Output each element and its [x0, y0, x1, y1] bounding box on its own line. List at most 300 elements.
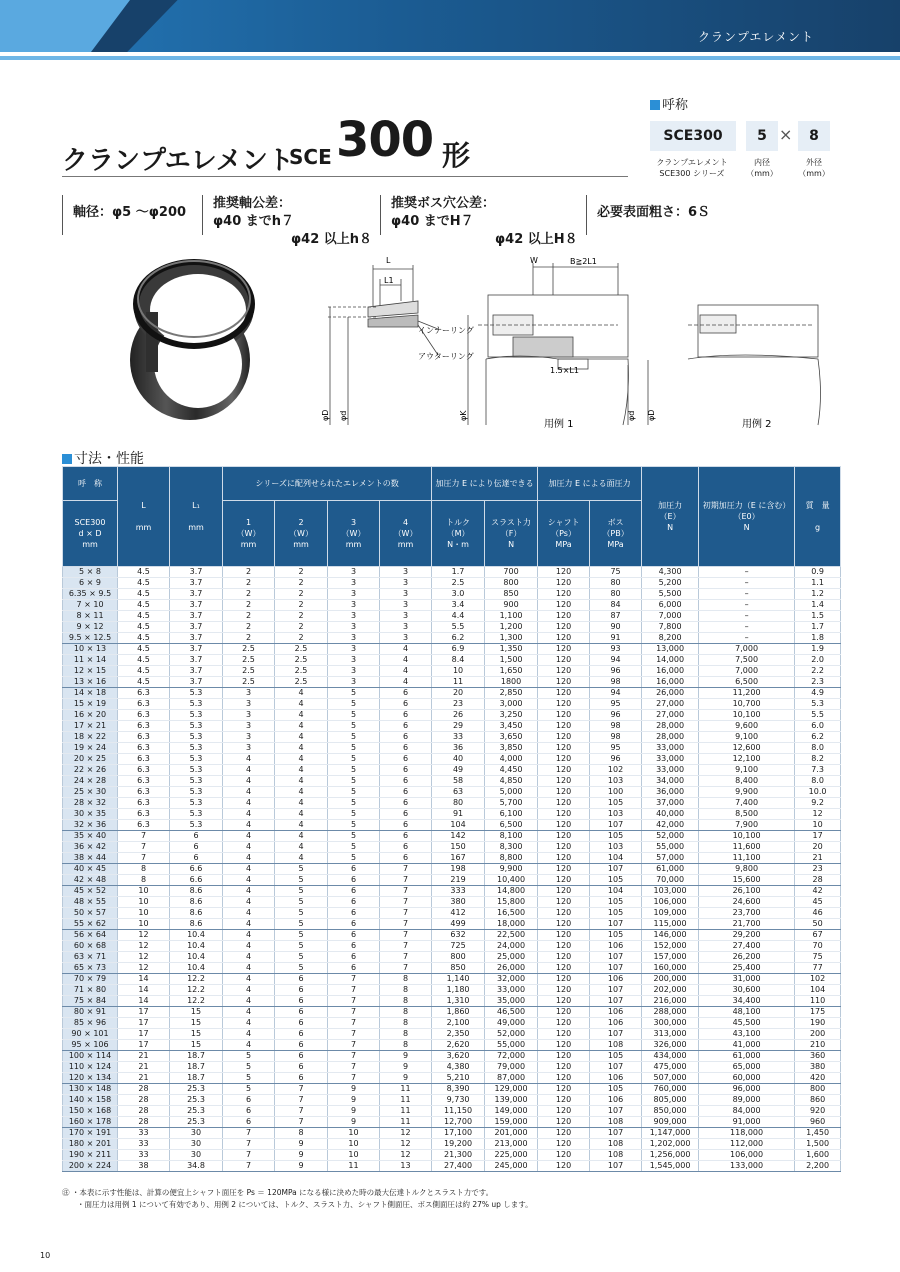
table-cell: 4 — [223, 886, 275, 897]
nominal-size-cell: 190 × 211 — [63, 1150, 118, 1161]
table-cell: 5.3 — [170, 710, 223, 721]
nominal-size-cell: 17 × 21 — [63, 721, 118, 732]
table-cell: 91 — [590, 633, 642, 644]
caption-line: 内径 — [754, 158, 770, 167]
table-cell: 2.5 — [275, 677, 328, 688]
table-cell: 2 — [223, 633, 275, 644]
table-cell: 21,300 — [432, 1150, 485, 1161]
table-cell: 7 — [380, 919, 432, 930]
table-cell: 3.7 — [170, 622, 223, 633]
table-row — [63, 1095, 841, 1106]
nominal-size-cell: 48 × 55 — [63, 897, 118, 908]
table-cell: 18.7 — [170, 1051, 223, 1062]
table-cell: 10 — [328, 1128, 380, 1139]
table-cell: 18,000 — [485, 919, 538, 930]
table-cell: 5 — [275, 919, 328, 930]
table-cell: 15,600 — [699, 875, 795, 886]
table-cell: 106 — [590, 941, 642, 952]
table-cell: 15 — [170, 1040, 223, 1051]
table-cell: 31,000 — [699, 974, 795, 985]
table-row — [63, 732, 841, 743]
table-cell: 2.5 — [223, 655, 275, 666]
footnotes — [62, 1187, 533, 1211]
table-cell: 120 — [538, 1150, 590, 1161]
table-cell: 5.3 — [170, 732, 223, 743]
table-cell: 95 — [590, 743, 642, 754]
table-cell: 3 — [223, 710, 275, 721]
table-cell: 32,000 — [485, 974, 538, 985]
nominal-size-cell: 5 × 8 — [63, 567, 118, 578]
table-cell: 98 — [590, 732, 642, 743]
table-cell: 108 — [590, 1117, 642, 1128]
table-cell: 3,000 — [485, 699, 538, 710]
table-cell: 28 — [118, 1084, 170, 1095]
page-number: 10 — [40, 1251, 51, 1260]
table-cell: 5 — [328, 820, 380, 831]
table-cell: 6 — [328, 875, 380, 886]
table-cell: 152,000 — [642, 941, 699, 952]
nominal-size-cell: 36 × 42 — [63, 842, 118, 853]
table-cell: 24,000 — [485, 941, 538, 952]
table-row — [63, 952, 841, 963]
table-cell: 3 — [328, 633, 380, 644]
table-cell: 120 — [538, 985, 590, 996]
nominal-size-cell: 35 × 40 — [63, 831, 118, 842]
table-cell: 5,210 — [432, 1073, 485, 1084]
table-row — [63, 1062, 841, 1073]
table-cell: 4 — [223, 776, 275, 787]
table-cell: 120 — [538, 941, 590, 952]
table-cell: 6 — [380, 699, 432, 710]
table-row — [63, 831, 841, 842]
table-cell: 8 — [380, 985, 432, 996]
table-cell: 5 — [223, 1062, 275, 1073]
table-cell: 6 — [380, 809, 432, 820]
table-cell: 18.7 — [170, 1062, 223, 1073]
table-cell: 106 — [590, 974, 642, 985]
table-cell: 80 — [432, 798, 485, 809]
table-cell: 6 — [380, 710, 432, 721]
table-cell: 120 — [538, 589, 590, 600]
nominal-size-cell: 55 × 62 — [63, 919, 118, 930]
nominal-size-cell: 70 × 79 — [63, 974, 118, 985]
nominal-size-cell: 56 × 64 — [63, 930, 118, 941]
table-cell: 3 — [223, 732, 275, 743]
table-cell: 7 — [275, 1106, 328, 1117]
table-cell: 21 — [118, 1073, 170, 1084]
header-transmission: 加圧力 E により伝達できる — [432, 467, 538, 501]
table-cell: – — [699, 611, 795, 622]
table-cell: 4 — [380, 666, 432, 677]
table-cell: 27,400 — [699, 941, 795, 952]
table-cell: 13 — [380, 1161, 432, 1172]
table-cell: 29 — [432, 721, 485, 732]
table-cell: 38 — [118, 1161, 170, 1172]
table-cell: 25,400 — [699, 963, 795, 974]
dim-label-phid-2: φd — [627, 410, 636, 421]
table-cell: – — [699, 622, 795, 633]
table-cell: 1.7 — [795, 622, 841, 633]
table-cell: 17,100 — [432, 1128, 485, 1139]
table-row — [63, 875, 841, 886]
table-cell: 110 — [795, 996, 841, 1007]
table-cell: 3,620 — [432, 1051, 485, 1062]
table-cell: 107 — [590, 996, 642, 1007]
table-cell: 120 — [538, 666, 590, 677]
table-cell: 360 — [795, 1051, 841, 1062]
table-cell: 10 — [795, 820, 841, 831]
spec-value: φ40 までH７ — [391, 214, 474, 229]
table-cell: 4 — [223, 842, 275, 853]
table-cell: 42,000 — [642, 820, 699, 831]
nominal-size-cell: 65 × 73 — [63, 963, 118, 974]
table-row — [63, 1106, 841, 1117]
table-cell: 4 — [223, 875, 275, 886]
table-cell: 49 — [432, 765, 485, 776]
table-cell: 103 — [590, 809, 642, 820]
table-cell: 96 — [590, 666, 642, 677]
table-row — [63, 699, 841, 710]
table-cell: 5 — [275, 930, 328, 941]
spec-label: 推奨ボス穴公差： — [391, 196, 496, 211]
table-cell: 7 — [380, 941, 432, 952]
caption-line: （mm） — [798, 169, 830, 178]
table-cell: 6 — [380, 743, 432, 754]
table-cell: 6 — [328, 908, 380, 919]
table-cell: 107 — [590, 1029, 642, 1040]
table-cell: 12.2 — [170, 985, 223, 996]
table-cell: 2.5 — [223, 666, 275, 677]
table-cell: 6.3 — [118, 754, 170, 765]
table-cell: 96 — [590, 710, 642, 721]
table-cell: 77 — [795, 963, 841, 974]
table-cell: 7 — [118, 831, 170, 842]
table-cell: 104 — [590, 853, 642, 864]
table-cell: 7 — [380, 886, 432, 897]
table-cell: 5 — [275, 941, 328, 952]
table-cell: 3,250 — [485, 710, 538, 721]
table-cell: 6 — [328, 930, 380, 941]
dim-label-phiD: φD — [321, 409, 330, 421]
table-cell: 12 — [795, 809, 841, 820]
table-cell: 7 — [223, 1139, 275, 1150]
table-cell: 475,000 — [642, 1062, 699, 1073]
table-cell: 4 — [223, 831, 275, 842]
table-cell: 3 — [380, 589, 432, 600]
nominal-size-cell: 90 × 101 — [63, 1029, 118, 1040]
table-cell: 17 — [118, 1029, 170, 1040]
table-cell: 245,000 — [485, 1161, 538, 1172]
table-cell: 103 — [590, 776, 642, 787]
table-cell: 800 — [485, 578, 538, 589]
table-cell: 2.5 — [275, 666, 328, 677]
nominal-size-cell: 18 × 22 — [63, 732, 118, 743]
times-icon: × — [779, 125, 793, 144]
table-cell: 2.5 — [223, 644, 275, 655]
table-cell: 4.5 — [118, 567, 170, 578]
table-cell: 107 — [590, 864, 642, 875]
table-cell: 4.4 — [432, 611, 485, 622]
table-cell: 120 — [538, 710, 590, 721]
table-cell: 4 — [223, 853, 275, 864]
table-cell: 16,500 — [485, 908, 538, 919]
table-cell: 5 — [328, 754, 380, 765]
table-cell: 5.3 — [170, 743, 223, 754]
table-cell: 434,000 — [642, 1051, 699, 1062]
table-cell: 7 — [328, 974, 380, 985]
table-cell: 8,500 — [699, 809, 795, 820]
table-cell: 1.7 — [432, 567, 485, 578]
table-cell: 80 — [590, 578, 642, 589]
table-cell: 6 — [223, 1095, 275, 1106]
table-cell: 27,000 — [642, 710, 699, 721]
table-cell: 1,140 — [432, 974, 485, 985]
nominal-size-cell: 42 × 48 — [63, 875, 118, 886]
table-cell: 3 — [380, 578, 432, 589]
table-cell: 139,000 — [485, 1095, 538, 1106]
table-cell: 6 — [380, 688, 432, 699]
installation-diagram — [318, 255, 838, 435]
table-cell: 2 — [223, 578, 275, 589]
table-cell: 19,200 — [432, 1139, 485, 1150]
table-cell: 6 — [223, 1106, 275, 1117]
table-row — [63, 688, 841, 699]
nominal-size-cell: 7 × 10 — [63, 600, 118, 611]
table-cell: 89,000 — [699, 1095, 795, 1106]
table-row — [63, 666, 841, 677]
table-cell: 9 — [275, 1161, 328, 1172]
table-cell: 40,000 — [642, 809, 699, 820]
table-cell: 8 — [118, 875, 170, 886]
table-cell: 4.5 — [118, 589, 170, 600]
table-cell: 7,800 — [642, 622, 699, 633]
table-cell: 52,000 — [642, 831, 699, 842]
table-cell: 109,000 — [642, 908, 699, 919]
nominal-size-cell: 63 × 71 — [63, 952, 118, 963]
table-cell: 6.3 — [118, 776, 170, 787]
table-cell: 120 — [538, 1007, 590, 1018]
table-cell: 120 — [538, 853, 590, 864]
table-cell: 2 — [223, 622, 275, 633]
table-cell: 216,000 — [642, 996, 699, 1007]
table-cell: 1,202,000 — [642, 1139, 699, 1150]
table-row — [63, 820, 841, 831]
table-cell: 5 — [328, 842, 380, 853]
table-cell: 4.9 — [795, 688, 841, 699]
table-cell: 120 — [538, 622, 590, 633]
table-cell: 4 — [275, 853, 328, 864]
table-cell: 16,000 — [642, 666, 699, 677]
table-cell: 725 — [432, 941, 485, 952]
table-cell: 7 — [275, 1084, 328, 1095]
table-cell: 8,800 — [485, 853, 538, 864]
table-cell: 15 — [170, 1029, 223, 1040]
table-cell: 6.6 — [170, 864, 223, 875]
table-cell: 120 — [538, 721, 590, 732]
table-cell: 7 — [118, 842, 170, 853]
table-cell: 57,000 — [642, 853, 699, 864]
table-cell: 632 — [432, 930, 485, 941]
table-cell: 5,200 — [642, 578, 699, 589]
table-cell: 120 — [538, 787, 590, 798]
nomenclature-d-caption — [740, 157, 784, 179]
table-cell: 4 — [223, 809, 275, 820]
table-cell: 5 — [328, 688, 380, 699]
table-row — [63, 908, 841, 919]
table-cell: 380 — [795, 1062, 841, 1073]
table-cell: 9 — [380, 1051, 432, 1062]
nomenclature-code-caption — [640, 157, 744, 179]
table-cell: 45,500 — [699, 1018, 795, 1029]
table-cell: 213,000 — [485, 1139, 538, 1150]
nominal-size-cell: 110 × 124 — [63, 1062, 118, 1073]
table-cell: – — [699, 567, 795, 578]
table-cell: 9 — [328, 1106, 380, 1117]
table-cell: 120 — [538, 699, 590, 710]
table-cell: 9 — [328, 1117, 380, 1128]
table-cell: 3.7 — [170, 644, 223, 655]
table-cell: 120 — [538, 1084, 590, 1095]
table-cell: 200 — [795, 1029, 841, 1040]
table-cell: 3 — [328, 600, 380, 611]
table-cell: 1,310 — [432, 996, 485, 1007]
product-title-suffix: 形 — [442, 139, 471, 172]
table-cell: 120 — [538, 633, 590, 644]
table-cell: 106,000 — [642, 897, 699, 908]
table-row — [63, 622, 841, 633]
header-torque: トルク （M） N・m — [432, 501, 485, 567]
table-cell: 3 — [328, 622, 380, 633]
table-cell: 129,000 — [485, 1084, 538, 1095]
nominal-size-cell: 170 × 191 — [63, 1128, 118, 1139]
table-cell: 4 — [223, 985, 275, 996]
table-cell: 6 — [380, 765, 432, 776]
table-cell: 6.3 — [118, 688, 170, 699]
table-cell: 120 — [538, 864, 590, 875]
table-cell: 850 — [485, 589, 538, 600]
table-cell: 120 — [538, 974, 590, 985]
table-cell: 6 — [380, 831, 432, 842]
table-cell: 6 — [380, 776, 432, 787]
table-cell: 1.5 — [795, 611, 841, 622]
table-cell: 10.4 — [170, 963, 223, 974]
table-cell: 7 — [118, 853, 170, 864]
header-nominal-sub: SCE300 d × D mm — [63, 501, 118, 567]
table-cell: 21 — [118, 1062, 170, 1073]
table-cell: 107 — [590, 1128, 642, 1139]
nominal-size-cell: 200 × 224 — [63, 1161, 118, 1172]
nominal-size-cell: 40 × 45 — [63, 864, 118, 875]
table-cell: 7 — [328, 1062, 380, 1073]
nominal-size-cell: 30 × 35 — [63, 809, 118, 820]
table-cell: 87 — [590, 611, 642, 622]
table-cell: 36,000 — [642, 787, 699, 798]
header-thrust: スラスト力 （F） N — [485, 501, 538, 567]
table-cell: 100 — [590, 787, 642, 798]
table-cell: 98 — [590, 721, 642, 732]
nominal-size-cell: 140 × 158 — [63, 1095, 118, 1106]
square-bullet-icon — [62, 454, 72, 464]
table-cell: 150 — [432, 842, 485, 853]
table-cell: 13,000 — [642, 644, 699, 655]
table-cell: 7 — [380, 963, 432, 974]
table-cell: 1,300 — [485, 633, 538, 644]
table-cell: 107 — [590, 1161, 642, 1172]
nominal-size-cell: 180 × 201 — [63, 1139, 118, 1150]
table-cell: 5 — [328, 721, 380, 732]
table-cell: 3 — [223, 688, 275, 699]
table-cell: 70 — [795, 941, 841, 952]
table-cell: 4 — [223, 996, 275, 1007]
table-cell: 34,400 — [699, 996, 795, 1007]
table-cell: 26 — [432, 710, 485, 721]
table-cell: 9 — [380, 1073, 432, 1084]
table-cell: 3 — [380, 600, 432, 611]
table-cell: 120 — [538, 1095, 590, 1106]
table-cell: 7 — [380, 897, 432, 908]
table-cell: 1.8 — [795, 633, 841, 644]
dim-label-L: L — [386, 256, 391, 265]
table-cell: 225,000 — [485, 1150, 538, 1161]
table-cell: 33 — [432, 732, 485, 743]
table-cell: 4 — [275, 699, 328, 710]
table-cell: 10,100 — [699, 831, 795, 842]
table-row — [63, 897, 841, 908]
table-cell: 25.3 — [170, 1106, 223, 1117]
table-row — [63, 600, 841, 611]
table-cell: 120 — [538, 644, 590, 655]
table-cell: 2,200 — [795, 1161, 841, 1172]
table-cell: – — [699, 578, 795, 589]
table-cell: 4.5 — [118, 666, 170, 677]
table-cell: 3.7 — [170, 633, 223, 644]
table-row — [63, 633, 841, 644]
table-cell: 6.3 — [118, 798, 170, 809]
table-cell: 6 — [275, 974, 328, 985]
table-cell: 3 — [328, 666, 380, 677]
table-cell: 105 — [590, 798, 642, 809]
table-cell: 1,545,000 — [642, 1161, 699, 1172]
table-cell: 8.0 — [795, 743, 841, 754]
nominal-size-cell: 160 × 178 — [63, 1117, 118, 1128]
nominal-size-cell: 13 × 16 — [63, 677, 118, 688]
table-cell: 1,200 — [485, 622, 538, 633]
table-cell: 55,000 — [485, 1040, 538, 1051]
table-cell: 21 — [118, 1051, 170, 1062]
table-cell: 1.1 — [795, 578, 841, 589]
table-cell: 3.4 — [432, 600, 485, 611]
table-cell: 288,000 — [642, 1007, 699, 1018]
table-cell: 6.2 — [432, 633, 485, 644]
table-cell: 4 — [275, 787, 328, 798]
table-cell: 7 — [223, 1161, 275, 1172]
table-cell: 5.5 — [432, 622, 485, 633]
table-cell: 4 — [223, 1040, 275, 1051]
table-cell: 4 — [275, 754, 328, 765]
table-cell: 80 — [590, 589, 642, 600]
table-cell: 8.6 — [170, 919, 223, 930]
table-cell: 2,620 — [432, 1040, 485, 1051]
table-cell: 805,000 — [642, 1095, 699, 1106]
table-cell: 6 — [328, 963, 380, 974]
table-cell: 23,700 — [699, 908, 795, 919]
table-cell: 4.5 — [118, 633, 170, 644]
nomenclature-d: 5 — [746, 121, 778, 151]
table-cell: 2 — [275, 633, 328, 644]
table-cell: 8 — [380, 1007, 432, 1018]
table-cell: 3,450 — [485, 721, 538, 732]
table-cell: 7 — [380, 864, 432, 875]
